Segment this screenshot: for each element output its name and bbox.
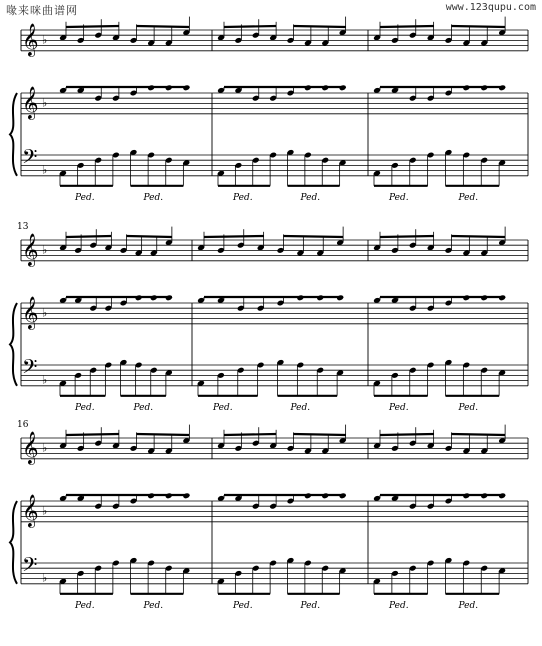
pedal-mark: Ped. [133,402,154,413]
pedal-mark: Ped. [300,192,321,203]
site-url: www.123qupu.com [445,2,536,13]
treble-clef: 𝄞 [22,23,39,56]
flat-sign: ♭ [42,33,48,47]
beam [452,434,506,435]
brace [10,93,17,176]
pedal-mark: Ped. [75,600,95,611]
flat-sign: ♭ [42,163,48,177]
measure-number: 16 [17,420,29,430]
beam [224,434,276,435]
beam [127,236,172,237]
system-1 [10,17,528,203]
beam [66,26,119,27]
beam [452,26,506,27]
treble-clef: 𝄞 [22,86,39,119]
pedal-mark: Ped. [389,600,409,611]
beam [224,26,276,27]
beam [380,26,434,27]
beam [204,236,264,237]
treble-clef: 𝄞 [22,296,39,329]
treble-clef: 𝄞 [22,431,39,464]
beam [66,434,119,435]
pedal-mark: Ped. [300,600,321,611]
pedal-mark: Ped. [290,402,311,413]
pedal-mark: Ped. [213,402,233,413]
brace [10,303,17,386]
pedal-mark: Ped. [143,600,164,611]
system-2 [10,222,528,413]
pedal-mark: Ped. [233,192,253,203]
pedal-mark: Ped. [458,192,479,203]
flat-sign: ♭ [42,373,48,387]
site-name: 喙来咪曲谱网 [6,4,78,17]
bass-clef: 𝄢 [22,553,38,581]
pedal-mark: Ped. [75,402,95,413]
beam [380,434,434,435]
system-3 [10,420,528,611]
beam [66,236,111,237]
flat-sign: ♭ [42,96,48,110]
beam [284,236,344,237]
brace [10,501,17,584]
bass-clef: 𝄢 [22,145,38,173]
beam [380,236,434,237]
beam [137,434,190,435]
pedal-mark: Ped. [75,192,95,203]
beam [452,236,506,237]
flat-sign: ♭ [42,306,48,320]
beam [294,434,346,435]
treble-clef: 𝄞 [22,494,39,527]
pedal-mark: Ped. [389,402,409,413]
pedal-mark: Ped. [233,600,253,611]
flat-sign: ♭ [42,441,48,455]
bass-clef: 𝄢 [22,355,38,383]
treble-clef: 𝄞 [22,233,39,266]
beam [137,26,190,27]
pedal-mark: Ped. [458,402,479,413]
beam [294,26,346,27]
measure-number: 13 [17,222,29,232]
pedal-mark: Ped. [389,192,409,203]
flat-sign: ♭ [42,504,48,518]
flat-sign: ♭ [42,243,48,257]
pedal-mark: Ped. [143,192,164,203]
pedal-mark: Ped. [458,600,479,611]
flat-sign: ♭ [42,571,48,585]
